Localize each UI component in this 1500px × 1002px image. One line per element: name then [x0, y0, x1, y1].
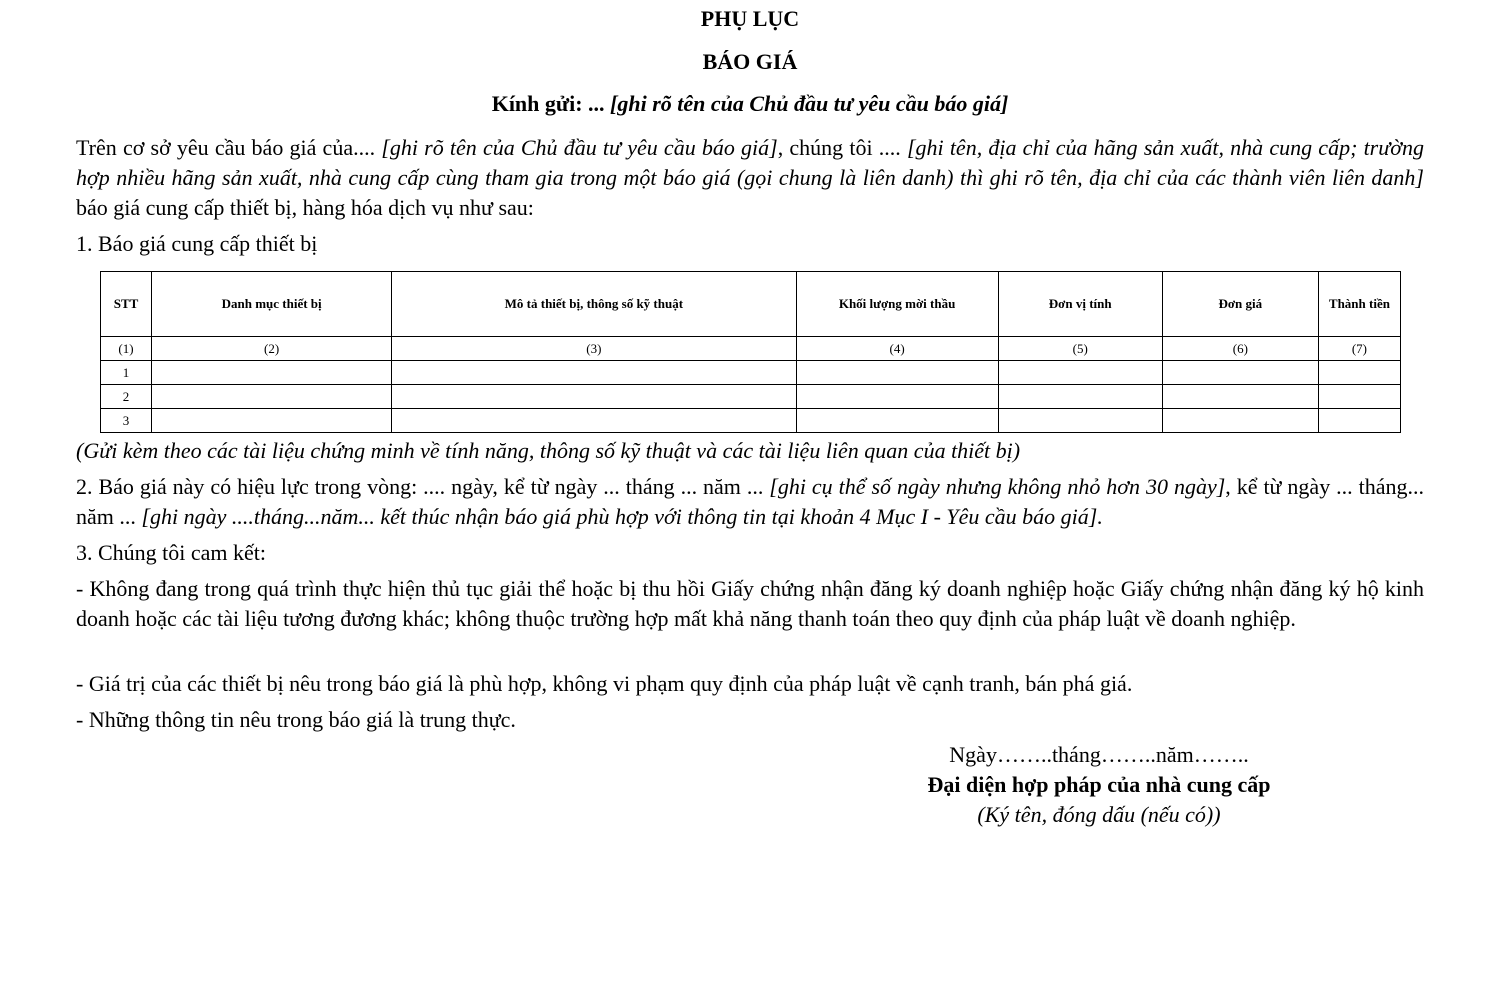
row-stt: 3 [101, 409, 152, 433]
table-cell [392, 385, 796, 409]
quotation-table [100, 271, 1401, 433]
column-number: (4) [796, 337, 998, 361]
intro-text-2: , chúng tôi .... [777, 135, 901, 160]
column-number: (5) [998, 337, 1162, 361]
appendix-title: PHỤ LỤC [700, 6, 800, 31]
recipient-prefix: Kính gửi: ... [491, 91, 605, 116]
header-stt: STT [101, 272, 152, 337]
intro-placeholder-2: [ghi tên, địa chỉ của hãng sản xuất, nhà cung cấp; trường hợp nhiều hãng sản xuất, nhà cung cấp cùng tham gia trong một báo giá (gọi chung là liên danh) thì ghi rõ tên, địa chỉ của các thành viên liên danh] [76, 135, 1424, 190]
table-cell [1162, 361, 1318, 385]
table-cell [998, 409, 1162, 433]
header-quantity: Khối lượng mời thầu [796, 272, 998, 337]
intro-paragraph [76, 133, 1424, 223]
signature-title: Đại diện hợp pháp của nhà cung cấp [927, 772, 1271, 797]
table-header-row [101, 272, 1401, 337]
table-cell [796, 385, 998, 409]
table-cell [1318, 361, 1400, 385]
header-unit-price: Đơn giá [1162, 272, 1318, 337]
column-number-row [101, 337, 1401, 361]
table-cell [1162, 385, 1318, 409]
table-cell [152, 409, 392, 433]
section-2-text-1: 2. Báo giá này có hiệu lực trong vòng: .... ngày, kể từ ngày ... tháng ... năm ... [76, 474, 764, 499]
recipient-placeholder: [ghi rõ tên của Chủ đầu tư yêu cầu báo giá] [610, 91, 1009, 116]
row-stt: 1 [101, 361, 152, 385]
quotation-table-wrapper [100, 271, 1401, 433]
section-2-placeholder-1: [ghi cụ thể số ngày nhưng không nhỏ hơn 30 ngày] [769, 474, 1226, 499]
recipient-line [76, 91, 1424, 117]
table-row [101, 385, 1401, 409]
table-cell [1318, 385, 1400, 409]
column-number: (2) [152, 337, 392, 361]
table-cell [152, 385, 392, 409]
table-cell [998, 385, 1162, 409]
commitment-item: - Giá trị của các thiết bị nêu trong báo giá là phù hợp, không vi phạm quy định của pháp luật về cạnh tranh, bán phá giá. [76, 671, 1133, 696]
intro-placeholder-1: [ghi rõ tên của Chủ đầu tư yêu cầu báo giá] [381, 135, 778, 160]
table-cell [796, 409, 998, 433]
column-number: (3) [392, 337, 796, 361]
section-1-heading: 1. Báo giá cung cấp thiết bị [76, 231, 318, 256]
column-number: (1) [101, 337, 152, 361]
commitment-item: - Không đang trong quá trình thực hiện thủ tục giải thể hoặc bị thu hồi Giấy chứng nhận đăng ký doanh nghiệp hoặc Giấy chứng nhận đăng ký hộ kinh doanh hoặc các tài liệu tương đương khác; không thuộc trường hợp mất khả năng thanh toán theo quy định của pháp luật về doanh nghiệp. [76, 576, 1424, 631]
signature-date-line: Ngày……..tháng……..năm…….. [949, 742, 1249, 767]
section-2-text-2: , kể từ ngày ... tháng... năm ... [76, 474, 1424, 529]
table-cell [392, 409, 796, 433]
table-cell [392, 361, 796, 385]
intro-text-1: Trên cơ sở yêu cầu báo giá của.... [76, 135, 376, 160]
signature-note: (Ký tên, đóng dấu (nếu có)) [977, 802, 1221, 827]
commitment-item: - Những thông tin nêu trong báo giá là trung thực. [76, 707, 516, 732]
column-number: (7) [1318, 337, 1400, 361]
row-stt: 2 [101, 385, 152, 409]
intro-text-3: báo giá cung cấp thiết bị, hàng hóa dịch vụ như sau: [76, 195, 534, 220]
section-2-paragraph [76, 472, 1424, 532]
section-2-placeholder-2: [ghi ngày ....tháng...năm... kết thúc nhận báo giá phù hợp với thông tin tại khoản 4 Mục I - Yêu cầu báo giá]. [141, 504, 1103, 529]
table-cell [152, 361, 392, 385]
table-cell [1162, 409, 1318, 433]
header-description: Mô tả thiết bị, thông số kỹ thuật [392, 272, 796, 337]
quotation-title: BÁO GIÁ [702, 49, 798, 74]
table-row [101, 361, 1401, 385]
table-row [101, 409, 1401, 433]
table-cell [998, 361, 1162, 385]
section-3-heading: 3. Chúng tôi cam kết: [76, 540, 267, 565]
header-total: Thành tiền [1318, 272, 1400, 337]
header-unit: Đơn vị tính [998, 272, 1162, 337]
table-cell [796, 361, 998, 385]
table-cell [1318, 409, 1400, 433]
column-number: (6) [1162, 337, 1318, 361]
header-equipment-list: Danh mục thiết bị [152, 272, 392, 337]
attachment-note: (Gửi kèm theo các tài liệu chứng minh về tính năng, thông số kỹ thuật và các tài liệu liên quan của thiết bị) [76, 438, 1021, 463]
